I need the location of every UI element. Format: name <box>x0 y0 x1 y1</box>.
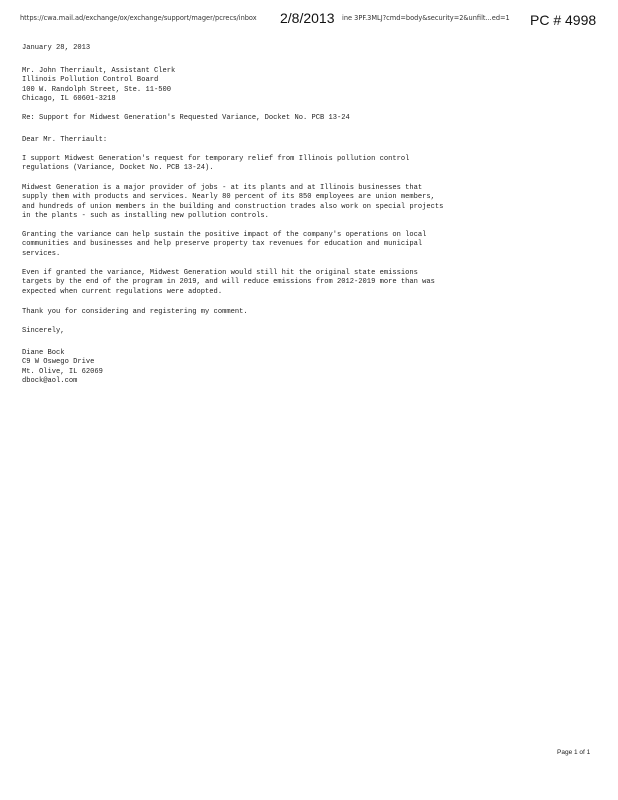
paragraph-line: supply them with products and services. Nearly 80 percent of its 850 employees are union members, <box>22 193 435 202</box>
paragraph-line: and hundreds of union members in the building and construction trades also work on special projects <box>22 202 444 211</box>
address-line: 100 W. Randolph Street, Ste. 11-500 <box>22 85 171 94</box>
paragraph-line: services. <box>22 249 61 258</box>
paragraph-line: targets by the end of the program in 2019, and will reduce emissions from 2012-2019 more than was <box>22 278 435 287</box>
signature-line: Diane Bock <box>22 349 65 357</box>
paragraph-line: I support Midwest Generation's request for temporary relief from Illinois pollution control <box>22 155 410 163</box>
paragraph-2 <box>22 184 443 222</box>
paragraph-5 <box>22 308 248 317</box>
paragraph-line: Thank you for considering and registering my comment. <box>22 308 248 316</box>
paragraph-line: in the plants - such as installing new pollution controls. <box>22 212 269 221</box>
paragraph-line: expected when current regulations were adopted. <box>22 287 223 296</box>
paragraph-line: Even if granted the variance, Midwest Generation would still hit the original state emissions <box>22 269 418 277</box>
paragraph-3 <box>22 231 426 259</box>
paragraph-1 <box>22 155 409 174</box>
signature-line: dbock@aol.com <box>22 377 78 386</box>
signature-line: Mt. Olive, IL 62069 <box>22 367 103 376</box>
paragraph-4 <box>22 269 435 297</box>
signature-block <box>22 349 103 387</box>
public-comment-number: PC # 4998 <box>530 12 597 28</box>
paragraph-line: communities and businesses and help preserve property tax revenues for education and municipal <box>22 240 423 249</box>
recipient-address <box>22 67 175 105</box>
address-line: Illinois Pollution Control Board <box>22 76 159 85</box>
paragraph-line: regulations (Variance, Docket No. PCB 13-24). <box>22 164 214 173</box>
header-url-left: https://cwa.mail.ad/exchange/ox/exchange/support/mager/pcrecs/inbox <box>20 14 257 22</box>
header-url-right: ine 3PF.3MLJ?cmd=body&security=2&unfilt...ed=1 <box>342 14 510 22</box>
letter-date: January 28, 2013 <box>22 44 91 52</box>
address-line: Mr. John Therriault, Assistant Clerk <box>22 67 176 75</box>
subject-line: Re: Support for Midwest Generation's Requested Variance, Docket No. PCB 13-24 <box>22 114 350 122</box>
closing: Sincerely, <box>22 327 65 335</box>
paragraph-line: Granting the variance can help sustain the positive impact of the company's operations on local <box>22 231 427 239</box>
address-line: Chicago, IL 60601-3218 <box>22 95 116 104</box>
signature-line: C9 W Oswego Drive <box>22 358 95 367</box>
paragraph-line: Midwest Generation is a major provider of jobs - at its plants and at Illinois businesses that <box>22 184 423 192</box>
page-number: Page 1 of 1 <box>557 749 591 756</box>
header-date: 2/8/2013 <box>280 10 335 26</box>
salutation: Dear Mr. Therriault: <box>22 136 108 144</box>
